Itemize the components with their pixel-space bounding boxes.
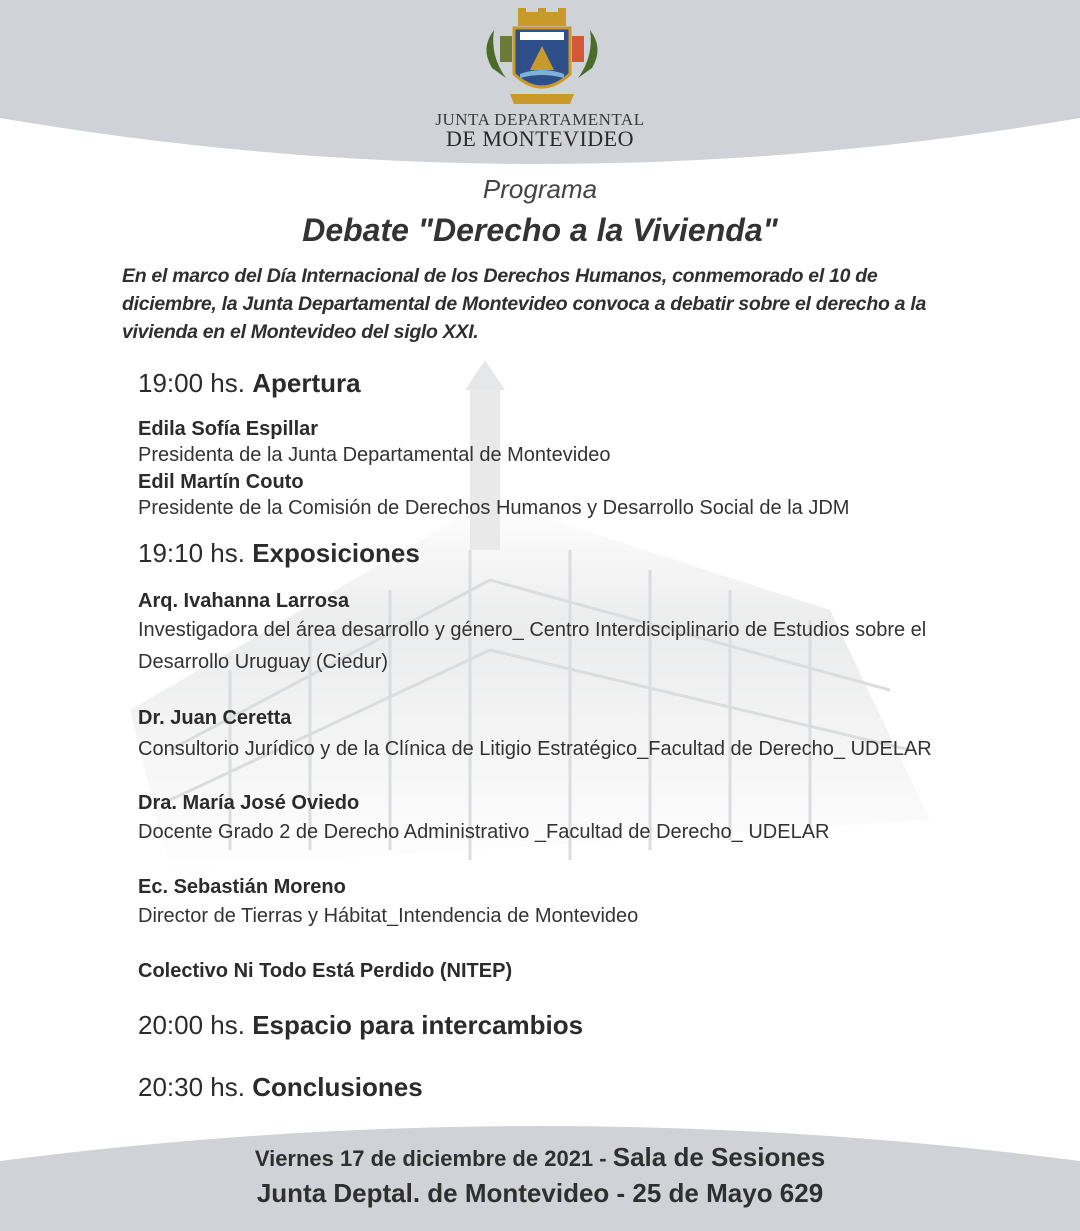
speaker-role: Investigadora del área desarrollo y género_ Centro Interdisciplinario de Estudios sobre el Desarrollo Uruguay (Ciedur) (138, 619, 927, 673)
org-name-line2: DE MONTEVIDEO (446, 126, 634, 151)
speaker-role: Docente Grado 2 de Derecho Administrativo _Facultad de Derecho_ UDELAR (138, 821, 830, 843)
event-date-venue (0, 1142, 1080, 1173)
talks-time-line (138, 538, 420, 569)
footer-band (0, 1121, 1080, 1231)
opening-time: 19:00 hs. (138, 368, 245, 398)
speaker-name: Dra. María José Oviedo (138, 792, 360, 814)
speaker-name: Ec. Sebastián Moreno (138, 876, 346, 898)
speaker-role: Director de Tierras y Hábitat_Intendencia de Montevideo (138, 905, 639, 927)
speaker-role: Consultorio Jurídico y de la Clínica de Litigio Estratégico_Facultad de Derecho_ UDELAR (138, 738, 932, 760)
closing-label: Conclusiones (252, 1072, 423, 1102)
speaker-role: Presidente de la Comisión de Derechos Humanos y Desarrollo Social de la JDM (138, 497, 850, 519)
speaker-role: Presidenta de la Junta Departamental de Montevideo (138, 444, 611, 466)
speaker-name: Arq. Ivahanna Larrosa (138, 590, 350, 612)
talks-label: Exposiciones (252, 538, 420, 568)
exchange-label: Espacio para intercambios (252, 1010, 584, 1040)
intro-paragraph: En el marco del Día Internacional de los Derechos Humanos, conmemorado el 10 de diciembre, la Junta Departamental de Montevideo convoca a debatir sobre el derecho a la vivienda en el Montevideo del siglo XXI. (122, 265, 926, 343)
exchange-time-line (138, 1010, 583, 1041)
event-date: Viernes 17 de diciembre de 2021 - (254, 1146, 607, 1171)
event-address: Junta Deptal. de Montevideo - 25 de Mayo 629 (256, 1178, 824, 1208)
speaker-name: Dr. Juan Ceretta (138, 707, 292, 729)
speaker-name: Edila Sofía Espillar (138, 418, 319, 440)
page-title: Debate "Derecho a la Vivienda" (302, 212, 778, 248)
opening-label: Apertura (252, 368, 361, 398)
exchange-time: 20:00 hs. (138, 1010, 245, 1040)
program-kicker: Programa (482, 174, 598, 204)
event-venue: Sala de Sesiones (612, 1142, 826, 1172)
opening-time-line (138, 368, 361, 399)
org-name-line1: JUNTA DEPARTAMENTAL (435, 110, 645, 129)
talks-time: 19:10 hs. (138, 538, 245, 568)
speaker-name: Edil Martín Couto (138, 471, 304, 493)
speaker-name: Colectivo Ni Todo Está Perdido (NITEP) (138, 960, 513, 982)
closing-time-line (138, 1072, 423, 1103)
closing-time: 20:30 hs. (138, 1072, 245, 1102)
coat-of-arms-logo (480, 8, 604, 112)
